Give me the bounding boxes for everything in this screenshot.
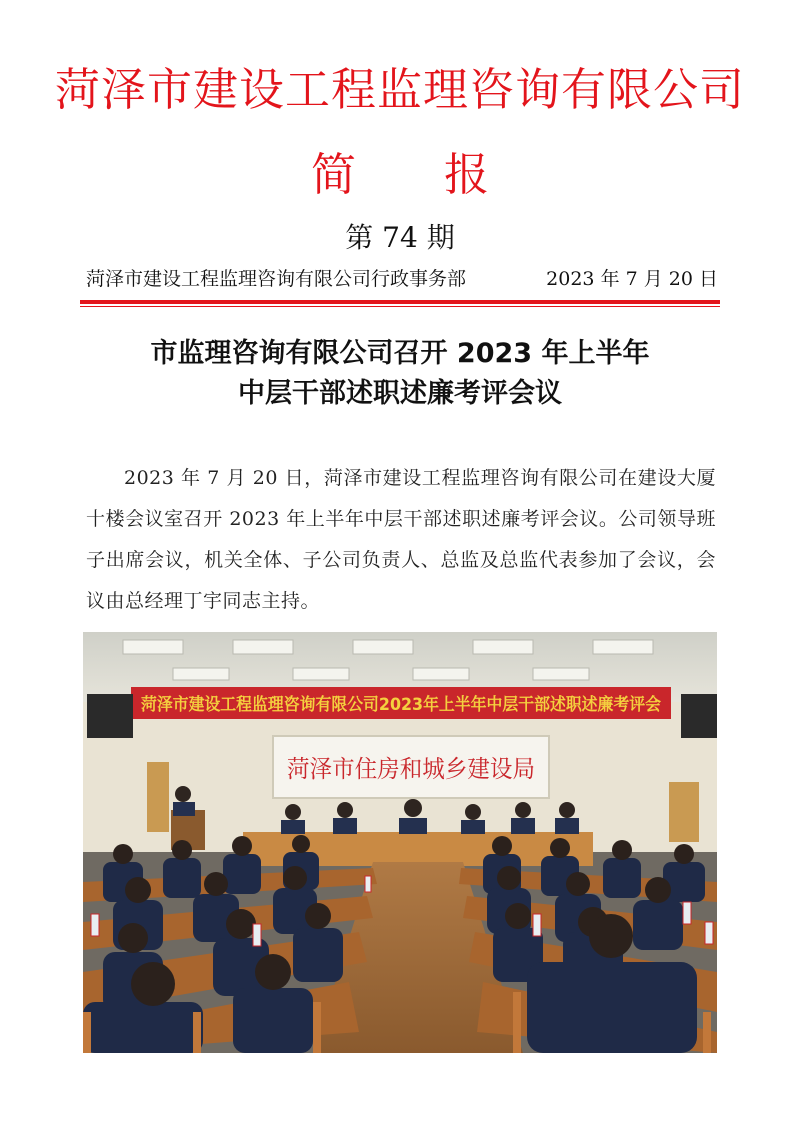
right-tv (681, 694, 717, 738)
publication-line (86, 266, 718, 292)
headline-line-1: 市监理咨询有限公司召开 2023 年上半年 (150, 338, 650, 369)
meeting-photo (83, 632, 717, 1053)
wall-sign-text: 菏泽市住房和城乡建设局 (287, 755, 535, 783)
issue-number: 第 74 期 (345, 221, 455, 254)
company-masthead: 菏泽市建设工程监理咨询有限公司 (54, 63, 745, 116)
publisher-department: 菏泽市建设工程监理咨询有限公司行政事务部 (86, 268, 467, 290)
headline-line-2: 中层干部述职述廉考评会议 (238, 378, 562, 409)
header-rule-thick (80, 300, 720, 304)
banner-text: 菏泽市建设工程监理咨询有限公司2023年上半年中层干部述职述廉考评会 (141, 695, 699, 715)
document-type-title: 简报 (310, 148, 577, 201)
speaker-body (173, 802, 195, 816)
article-body: 2023 年 7 月 20 日，菏泽市建设工程监理咨询有限公司在建设大厦十楼会议室召开 2023 年上半年中层干部述职述廉考评会议。公司领导班子出席会议，机关全体、子公司负责人、总监及总监代表参加了会议，会议由总经理丁宇同志主持。 (86, 467, 716, 612)
header-rule-thin (80, 306, 720, 307)
right-door (669, 782, 699, 842)
speaker-head (175, 786, 191, 802)
article-headline (0, 334, 800, 414)
left-door (147, 762, 169, 832)
publication-date: 2023 年 7 月 20 日 (546, 268, 718, 290)
left-tv (87, 694, 133, 738)
